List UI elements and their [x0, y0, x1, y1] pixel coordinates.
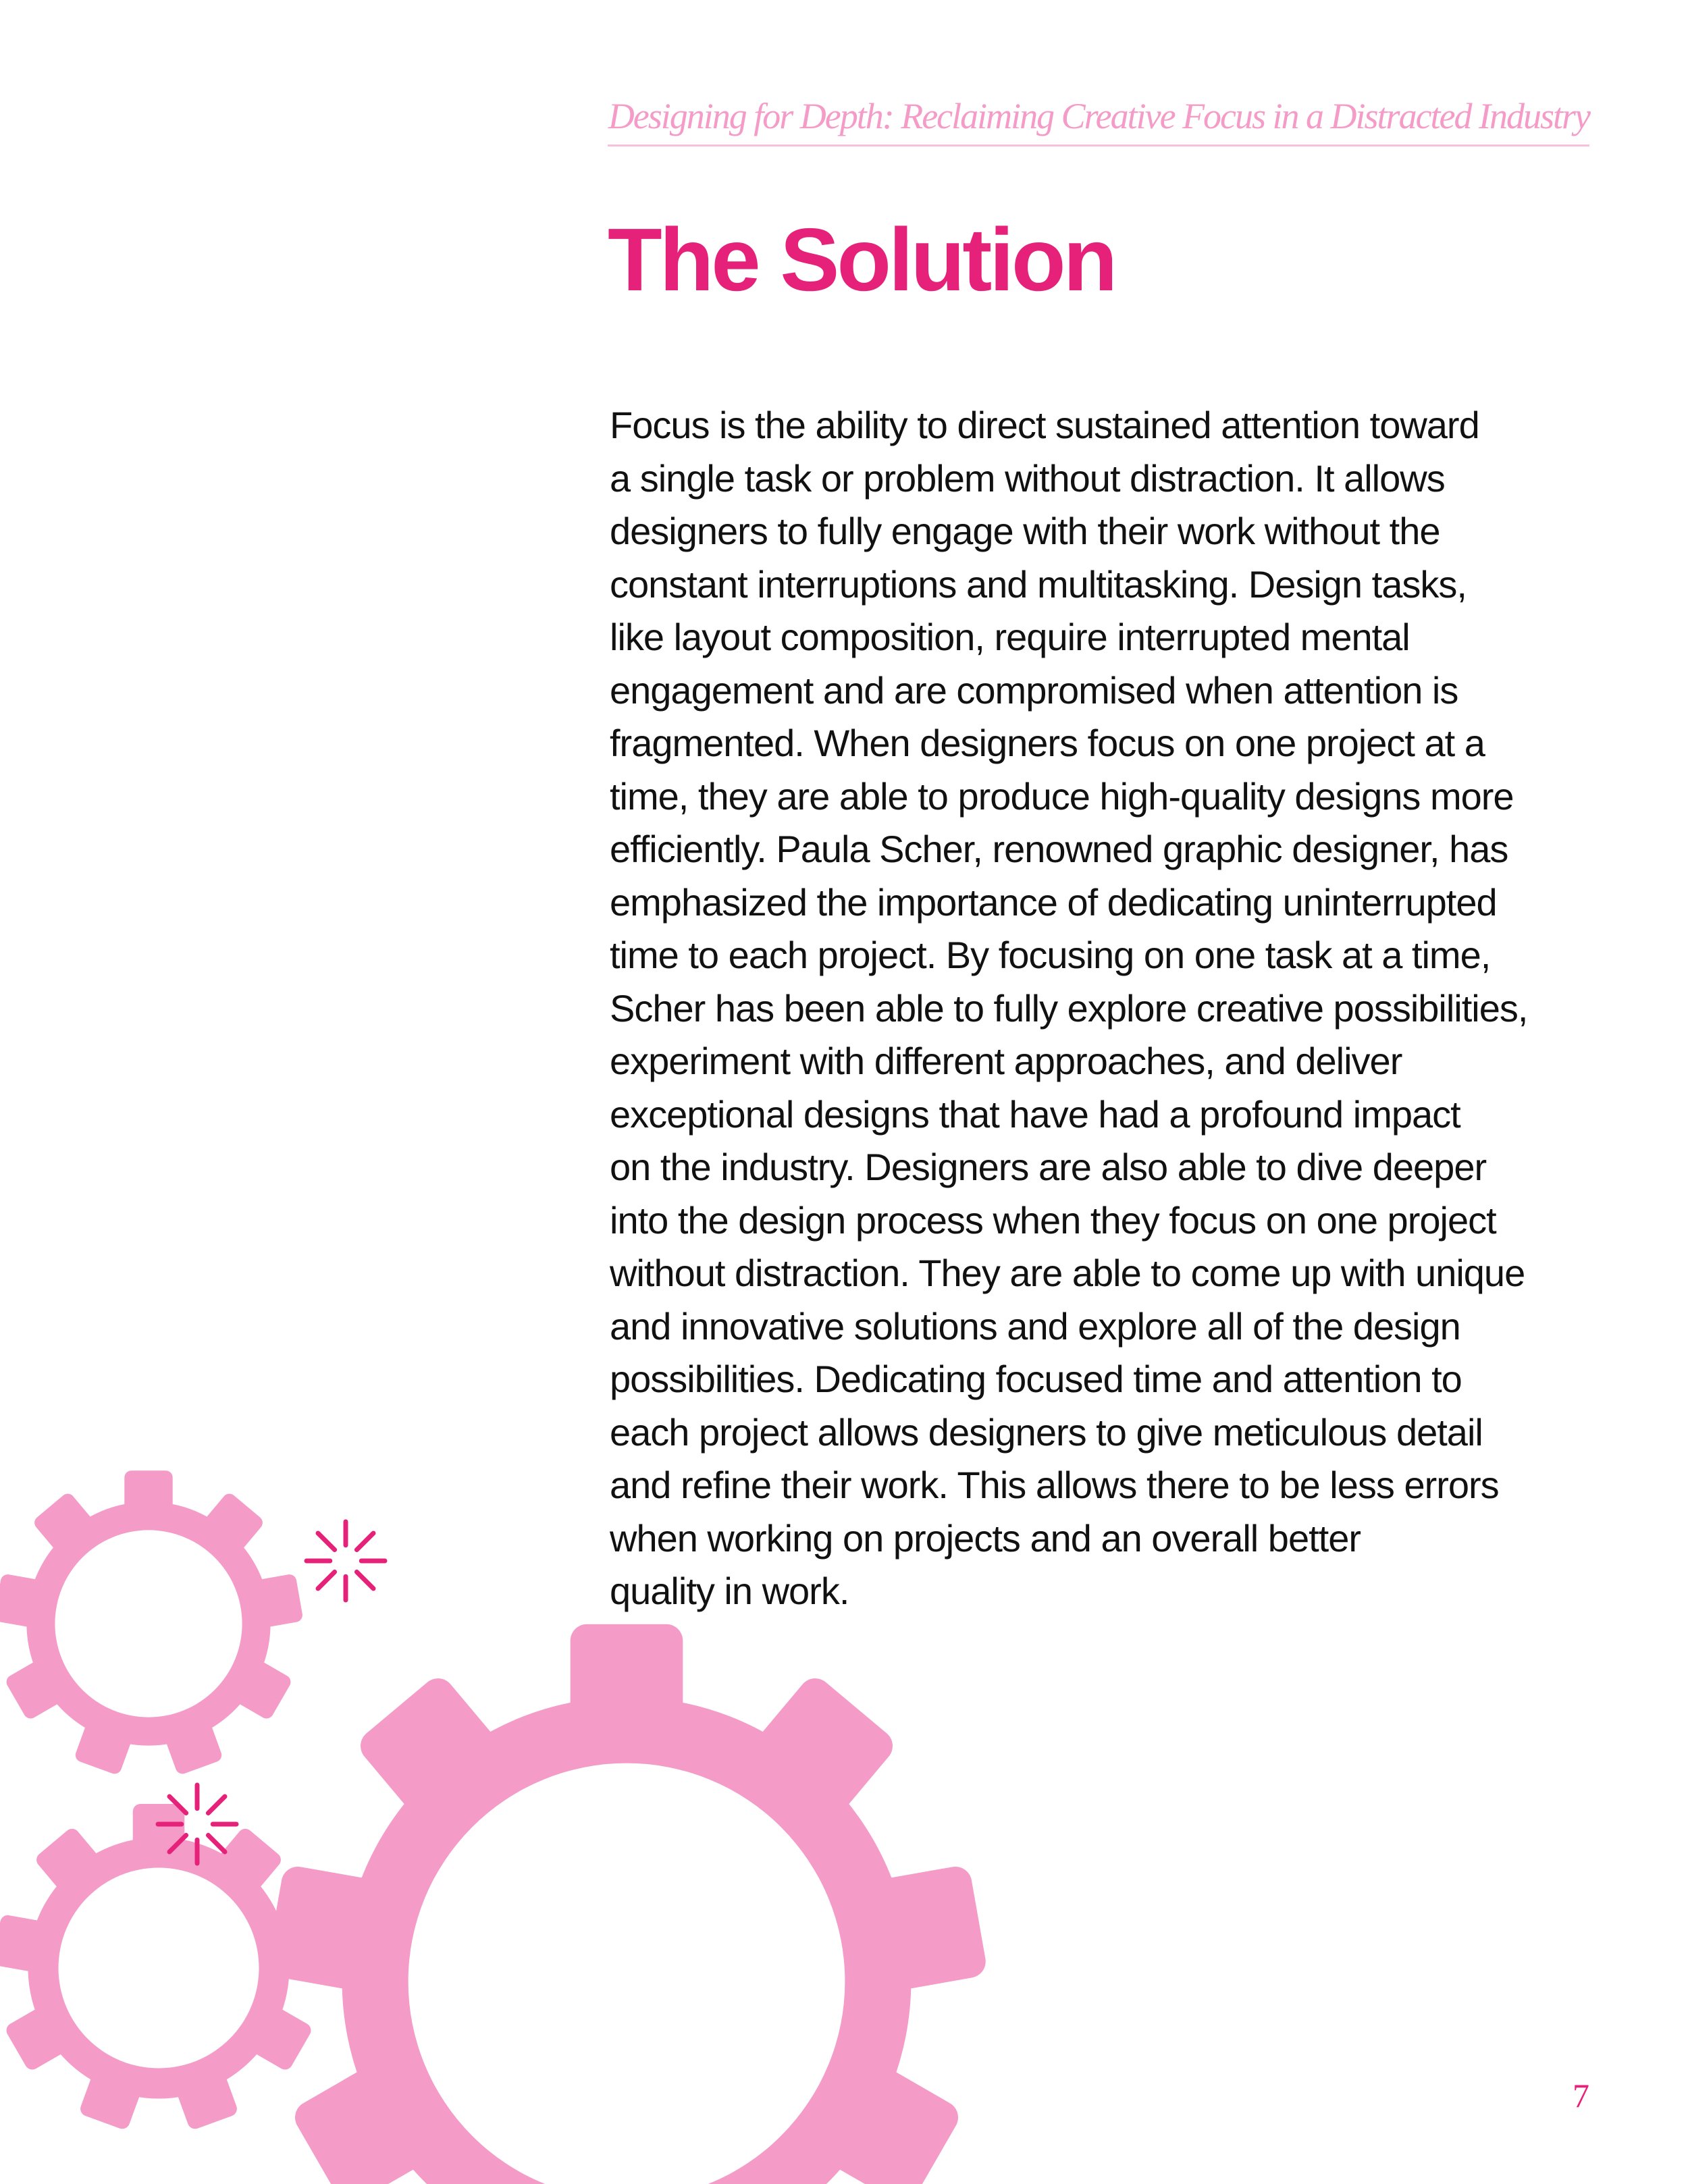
- body-line: exceptional designs that have had a profound impact: [610, 1092, 1460, 1136]
- body-line: like layout composition, require interrupted mental: [610, 616, 1410, 658]
- body-line: time, they are able to produce high-quality designs more: [610, 774, 1514, 818]
- body-line: possibilities. Dedicating focused time and attention to: [610, 1358, 1462, 1400]
- body-line: quality in work.: [610, 1570, 849, 1612]
- body-line: experiment with different approaches, and deliver: [610, 1040, 1402, 1082]
- body-line: designers to fully engage with their work without the: [610, 510, 1440, 552]
- body-line: without distraction. They are able to come up with unique: [610, 1252, 1525, 1294]
- body-line: on the industry. Designers are also able to dive deeper: [610, 1146, 1487, 1188]
- running-header-title: Designing for Depth: Reclaiming Creative Focus in a Distracted Industry: [608, 96, 1589, 136]
- body-line: each project allows designers to give meticulous detail: [610, 1410, 1483, 1454]
- body-line: Focus is the ability to direct sustained attention toward: [610, 404, 1479, 446]
- body-line: into the design process when they focus on one project: [610, 1198, 1496, 1242]
- body-line: emphasized the importance of dedicating uninterrupted: [610, 880, 1497, 924]
- sparkle-icon: [158, 1785, 236, 1863]
- page-number: 7: [1573, 2077, 1589, 2114]
- body-line: engagement and are compromised when attention is: [610, 668, 1458, 712]
- sparkle-icon: [307, 1522, 385, 1600]
- gear-icon: [265, 1624, 988, 2184]
- page-title: The Solution: [608, 210, 1115, 309]
- body-line: and refine their work. This allows there to be less errors: [610, 1464, 1499, 1506]
- body-line: Scher has been able to fully explore creative possibilities,: [610, 986, 1528, 1030]
- body-line: constant interruptions and multitasking. Design tasks,: [610, 562, 1467, 606]
- body-line: time to each project. By focusing on one task at a time,: [610, 934, 1491, 976]
- body-line: and innovative solutions and explore all of the design: [610, 1304, 1460, 1348]
- body-line: when working on projects and an overall better: [610, 1516, 1361, 1560]
- body-line: fragmented. When designers focus on one project at a: [610, 722, 1485, 764]
- gear-icon: [0, 1470, 304, 1776]
- body-line: efficiently. Paula Scher, renowned graphic designer, has: [610, 828, 1508, 870]
- body-line: a single task or problem without distraction. It allows: [610, 456, 1445, 500]
